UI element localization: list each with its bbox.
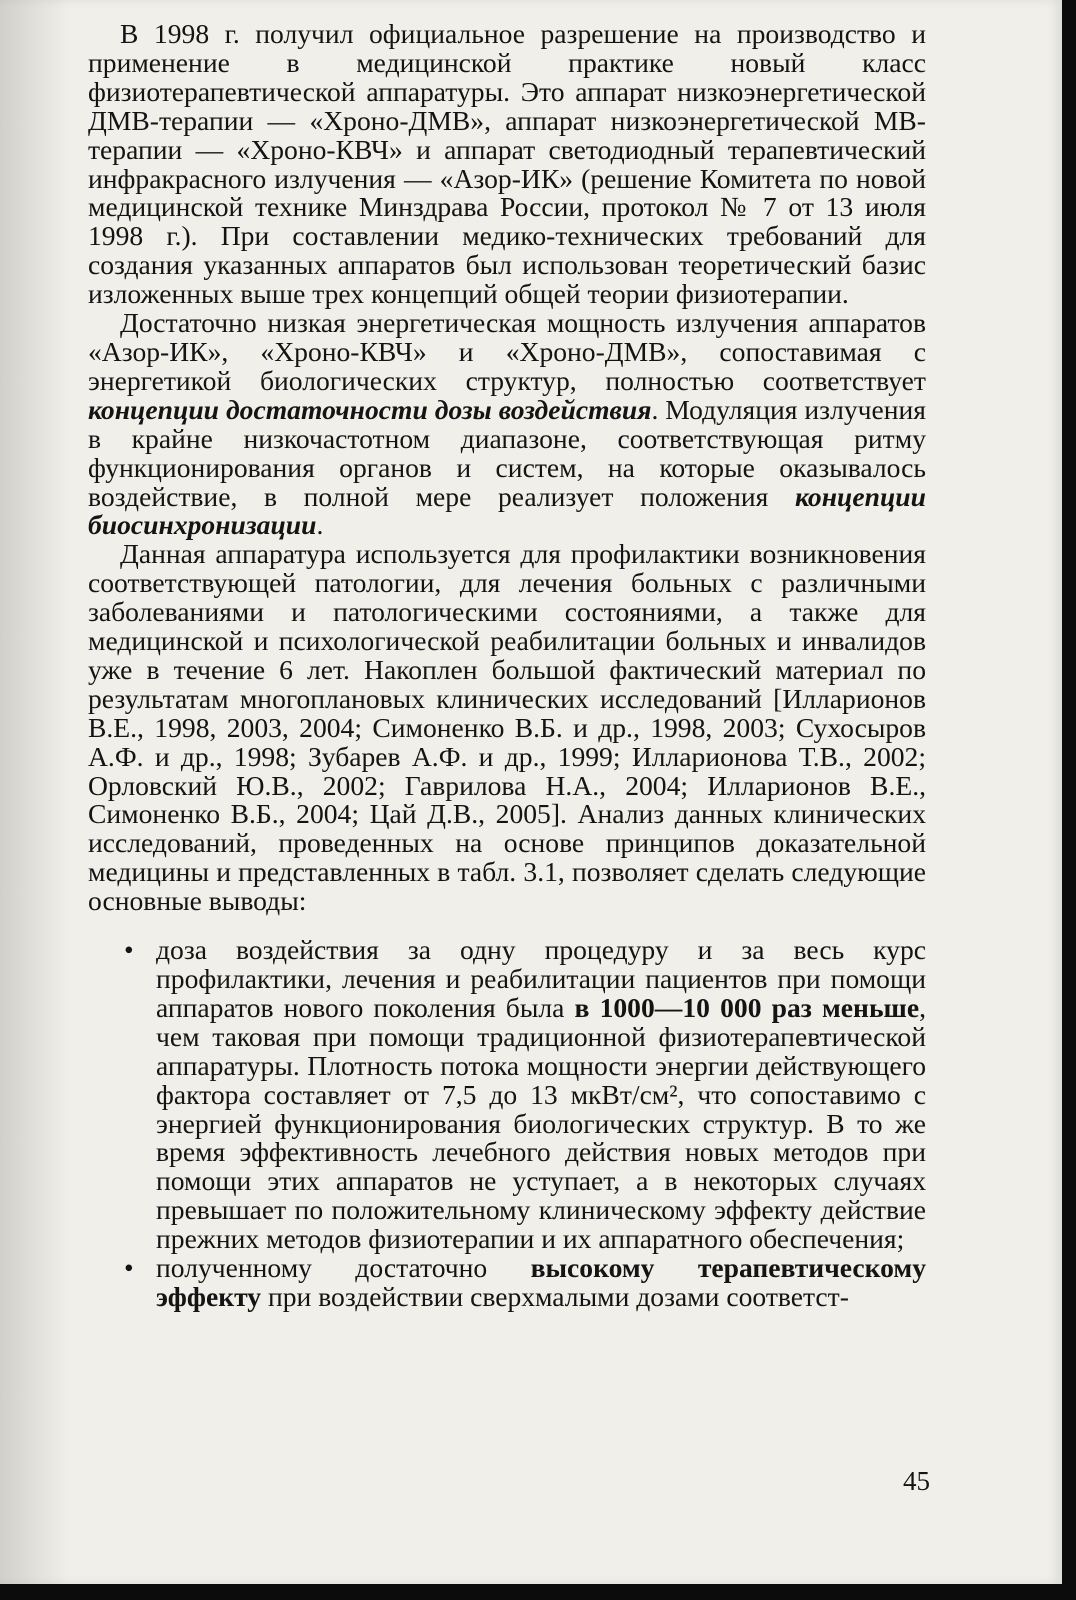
list-item-text-1: полученному достаточно [156, 1252, 531, 1284]
list-item [124, 1252, 927, 1312]
paragraph-2-part-2: . Модуляция излучения в крайне низкочастотном диапазоне, соответствующая ритму функционирования органов и систем, на которые оказывалось воздействие, в полной мере реализует положения [88, 393, 926, 512]
list-item [124, 934, 926, 1255]
bullet-marker: • [124, 934, 134, 966]
paragraph-2-part-3: . [316, 509, 324, 541]
term-dose-sufficiency: концепции достаточности дозы воздействия [88, 393, 652, 425]
list-item-bold-1: в 1000—10 000 раз меньше [574, 991, 920, 1023]
binding-shadow [0, 0, 70, 1584]
list-item-text-2: при воздействии сверхмалыми дозами соответст- [261, 1280, 849, 1312]
page-body [88, 20, 926, 1312]
list-item-text-2: , чем таковая при помощи традиционной физиотерапевтической аппаратуры. Плотность потока мощности энергии действующего фактора составляет от 7,5 до 13 мкВт/см², что сопоставимо с энергией функционирования биологических структур. В то же время эффективность лечебного действия новых методов при помощи этих аппаратов не уступает, а в некоторых случаях превышает по положительному клиническому эффекту действие прежних методов физиотерапии и их аппаратного обеспечения; [156, 991, 926, 1255]
term-biosynchronization: концепции биосинхронизации [88, 480, 926, 541]
page-number: 45 [903, 1466, 930, 1496]
list-item-text-1: доза воздействия за одну процедуру и за весь курс профилактики, лечения и реабилитации пациентов при помощи аппаратов нового поколения была [156, 934, 926, 1023]
paragraph-3: Данная аппаратура используется для профилактики возникновения соответствующей патологии, для лечения больных с различными заболеваниями и патологическими состояниями, а также для медицинской и психологической реабилитации больных и инвалидов уже в течение 6 лет. Накоплен большой фактический материал по результатам многоплановых клинических исследований [Илларионов В.Е., 1998, 2003, 2004; Симоненко В.Б. и др., 1998, 2003; Сухосыров А.Ф. и др., 1998; Зубарев А.Ф. и др., 1999; Илларионова Т.В., 2002; Орловский Ю.В., 2002; Гаврилова Н.А., 2004; Илларионов В.Е., Симоненко В.Б., 2004; Цай Д.В., 2005]. Анализ данных клинических исследований, проведенных на основе принципов доказательной медицины и представленных в табл. 3.1, позволяет сделать следующие основные выводы: [88, 538, 926, 917]
scan-edge-right [1062, 0, 1076, 1600]
conclusions-list [88, 936, 926, 1312]
bullet-marker: • [124, 1252, 134, 1284]
scan-edge-bottom [0, 1584, 1076, 1600]
paragraph-2 [88, 309, 926, 540]
paragraph-1: В 1998 г. получил официальное разрешение на производство и применение в медицинской практике новый класс физиотерапевтической аппаратуры. Это аппарат низкоэнергетической ДМВ-терапии — «Хроно-ДМВ», аппарат низкоэнергетической МВ-терапии — «Хроно-КВЧ» и аппарат светодиодный терапевтический инфракрасного излучения — «Азор-ИК» (решение Комитета по новой медицинской технике Минздрава России, протокол № 7 от 13 июля 1998 г.). При составлении медико-технических требований для создания указанных аппаратов был использован теоретический базис изложенных выше трех концепций общей теории физиотерапии. [88, 18, 926, 310]
paragraph-2-part-1: Достаточно низкая энергетическая мощность излучения аппаратов «Азор-ИК», «Хроно-КВЧ» и «Хроно-ДМВ», сопоставимая с энергетикой биологических структур, полностью соответствует [88, 307, 926, 396]
list-item-bold-1: высокому терапевтическому эффекту [156, 1252, 927, 1312]
